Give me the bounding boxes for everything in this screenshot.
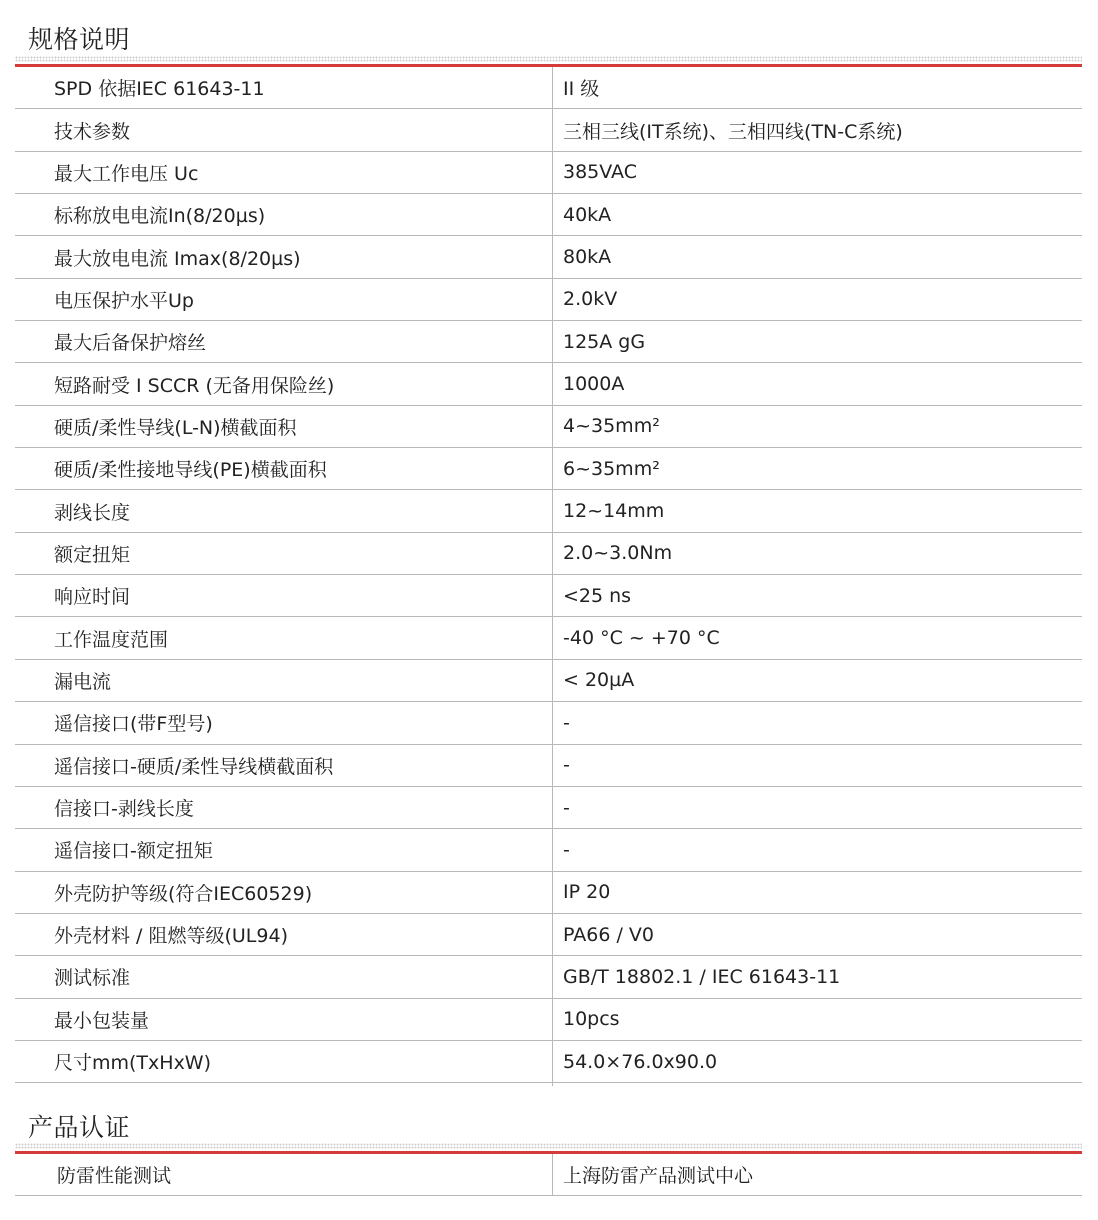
row-value: 1000A (563, 373, 625, 396)
row-value: IP 20 (563, 881, 611, 904)
table-row (15, 533, 1082, 575)
row-value: -40 °C ~ +70 °C (563, 627, 720, 650)
table-row (15, 660, 1082, 702)
row-value: <25 ns (563, 584, 632, 607)
table-row (15, 236, 1082, 278)
row-label: 技术参数 (54, 120, 131, 143)
table-row (15, 490, 1082, 532)
table-row (15, 617, 1082, 659)
row-value: 12~14mm (563, 500, 665, 523)
row-value: < 20µA (563, 669, 635, 692)
table-row (15, 787, 1082, 829)
row-value: 4~35mm² (563, 415, 660, 438)
row-label: 尺寸mm(TxHxW) (54, 1052, 212, 1075)
table-row (15, 67, 1082, 109)
row-value: 三相三线(IT系统)、三相四线(TN-C系统) (563, 120, 903, 143)
row-value: 6~35mm² (563, 457, 660, 480)
row-value: 上海防雷产品测试中心 (563, 1165, 754, 1187)
table-row (15, 702, 1082, 744)
row-label: 最大放电电流 Imax(8/20µs) (54, 247, 301, 270)
row-label: 短路耐受 I SCCR (无备用保险丝) (54, 374, 335, 397)
table-row (15, 406, 1082, 448)
table-row (15, 575, 1082, 617)
row-value: 2.0kV (563, 288, 618, 311)
table-row (15, 1154, 1082, 1196)
row-label: SPD 依据IEC 61643-11 (54, 78, 265, 101)
row-label: 最小包装量 (54, 1009, 150, 1032)
row-label: 防雷性能测试 (57, 1165, 172, 1187)
row-label: 测试标准 (54, 967, 131, 990)
row-value: 80kA (563, 246, 612, 269)
table-row (15, 279, 1082, 321)
spec-table (15, 67, 1082, 1083)
row-label: 外壳防护等级(符合IEC60529) (54, 882, 313, 905)
row-value: 125A gG (563, 330, 646, 353)
table-row (15, 914, 1082, 956)
row-label: 剥线长度 (54, 501, 131, 524)
table-row (15, 152, 1082, 194)
row-label: 外壳材料 / 阻燃等级(UL94) (54, 925, 288, 948)
table-row (15, 872, 1082, 914)
table-row (15, 194, 1082, 236)
cert-section-title: 产品认证 (28, 1113, 131, 1142)
row-label: 响应时间 (54, 586, 131, 609)
row-value: - (563, 754, 570, 777)
row-label: 信接口-剥线长度 (54, 798, 194, 821)
spec-dotted-rule (15, 56, 1082, 62)
row-label: 遥信接口-额定扭矩 (54, 840, 213, 863)
table-row (15, 745, 1082, 787)
table-row (15, 448, 1082, 490)
row-value: - (563, 711, 570, 734)
row-label: 工作温度范围 (54, 628, 169, 651)
row-label: 最大后备保护熔丝 (54, 332, 207, 355)
row-value: - (563, 838, 570, 861)
row-value: 385VAC (563, 161, 637, 184)
table-row (15, 363, 1082, 405)
table-row (15, 956, 1082, 998)
row-value: 10pcs (563, 1008, 620, 1031)
row-label: 标称放电电流In(8/20µs) (54, 205, 266, 228)
row-value: 2.0~3.0Nm (563, 542, 673, 565)
table-row (15, 1041, 1082, 1083)
table-row (15, 109, 1082, 151)
table-row (15, 829, 1082, 871)
cert-dotted-rule (15, 1143, 1082, 1149)
cert-table (15, 1154, 1082, 1196)
row-value: - (563, 796, 570, 819)
row-label: 遥信接口-硬质/柔性导线横截面积 (54, 755, 334, 778)
row-label: 硬质/柔性接地导线(PE)横截面积 (54, 459, 327, 482)
row-label: 最大工作电压 Uc (54, 162, 199, 185)
row-label: 额定扭矩 (54, 543, 131, 566)
row-label: 电压保护水平Up (54, 289, 194, 312)
row-value: 54.0×76.0x90.0 (563, 1050, 718, 1073)
row-value: II 级 (563, 78, 600, 101)
row-label: 漏电流 (54, 670, 112, 693)
row-value: GB/T 18802.1 / IEC 61643-11 (563, 965, 841, 988)
table-row (15, 999, 1082, 1041)
table-row (15, 321, 1082, 363)
row-label: 遥信接口(带F型号) (54, 713, 213, 736)
row-value: 40kA (563, 203, 612, 226)
spec-section-title: 规格说明 (28, 25, 131, 54)
row-label: 硬质/柔性导线(L-N)横截面积 (54, 416, 297, 439)
row-value: PA66 / V0 (563, 923, 654, 946)
